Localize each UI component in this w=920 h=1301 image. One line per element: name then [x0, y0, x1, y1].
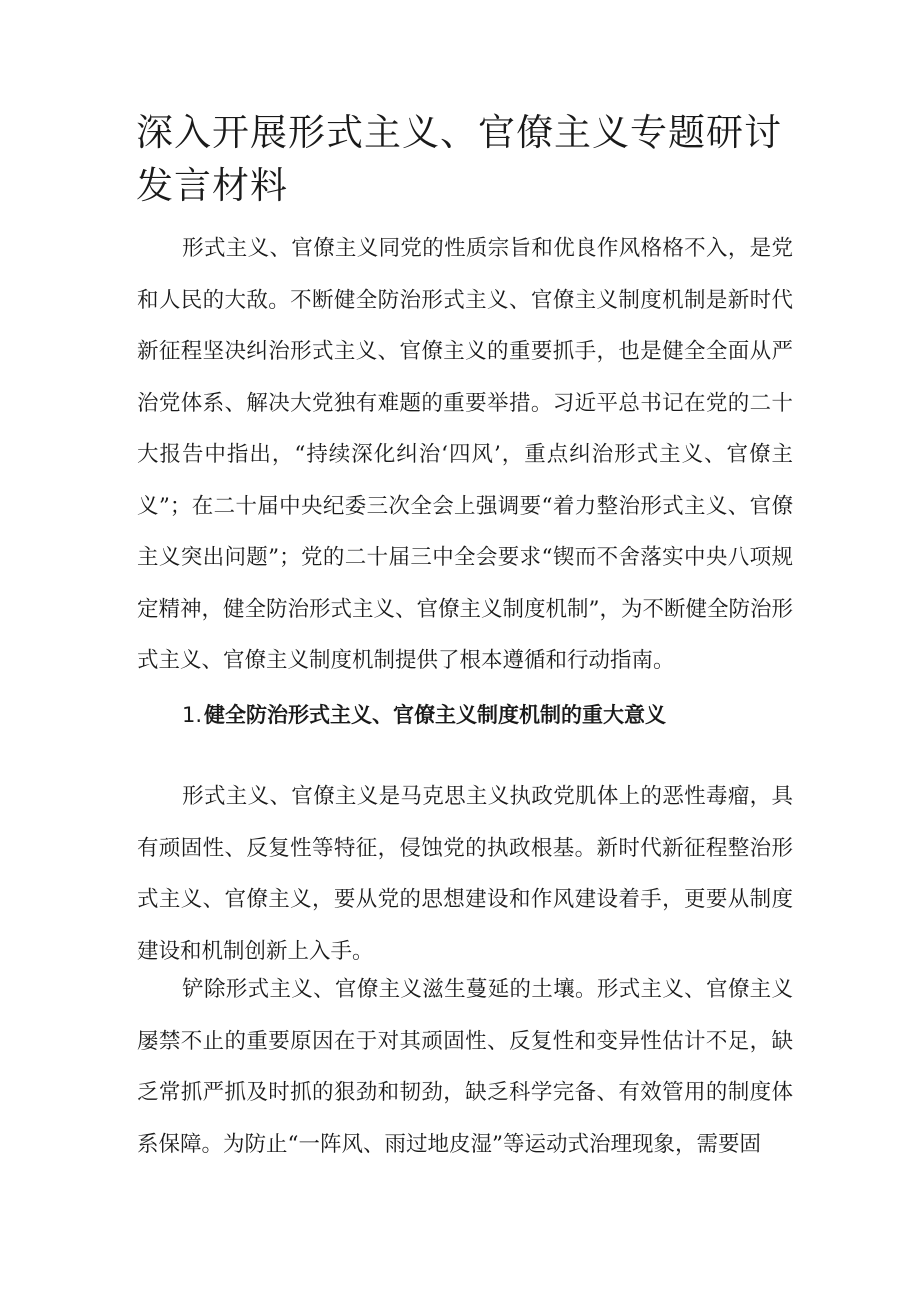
- paragraph-intro: 形式主义、官僚主义同党的性质宗旨和优良作风格格不入，是党和人民的大敌。不断健全防治形式主义、官僚主义制度机制是新时代新征程坚决纠治形式主义、官僚主义的重要抓手，也是健全全面从严治党体系、解决大党独有难题的重要举措。习近平总书记在党的二十大报告中指出，“持续深化纠治‘四风’，重点纠治形式主义、官僚主义”；在二十届中央纪委三次全会上强调要“着力整治形式主义、官僚主义突出问题”；党的二十届三中全会要求“锲而不舍落实中央八项规定精神，健全防治形式主义、官僚主义制度机制”，为不断健全防治形式主义、官僚主义制度机制提供了根本遵循和行动指南。: [137, 236, 793, 673]
- document-title: 深入开展形式主义、官僚主义专题研讨发言材料: [136, 111, 782, 207]
- paragraph-significance: 形式主义、官僚主义是马克思主义执政党肌体上的恶性毒瘤，具有顽固性、反复性等特征，侵蚀党的执政根基。新时代新征程整治形式主义、官僚主义，要从党的思想建设和作风建设着手，更要从制度建设和机制创新上入手。: [137, 784, 793, 964]
- paragraph-eradicate: 铲除形式主义、官僚主义滋生蔓延的土壤。形式主义、官僚主义屡禁不止的重要原因在于对其顽固性、反复性和变异性估计不足，缺乏常抓严抓及时抓的狠劲和韧劲，缺乏科学完备、有效管用的制度体系保障。为防止“一阵风、雨过地皮湿”等运动式治理现象，需要固: [137, 977, 793, 1157]
- section-heading: [182, 693, 666, 737]
- section-number: 1.: [182, 703, 203, 727]
- section-heading-text: 健全防治形式主义、官僚主义制度机制的重大意义: [204, 703, 667, 727]
